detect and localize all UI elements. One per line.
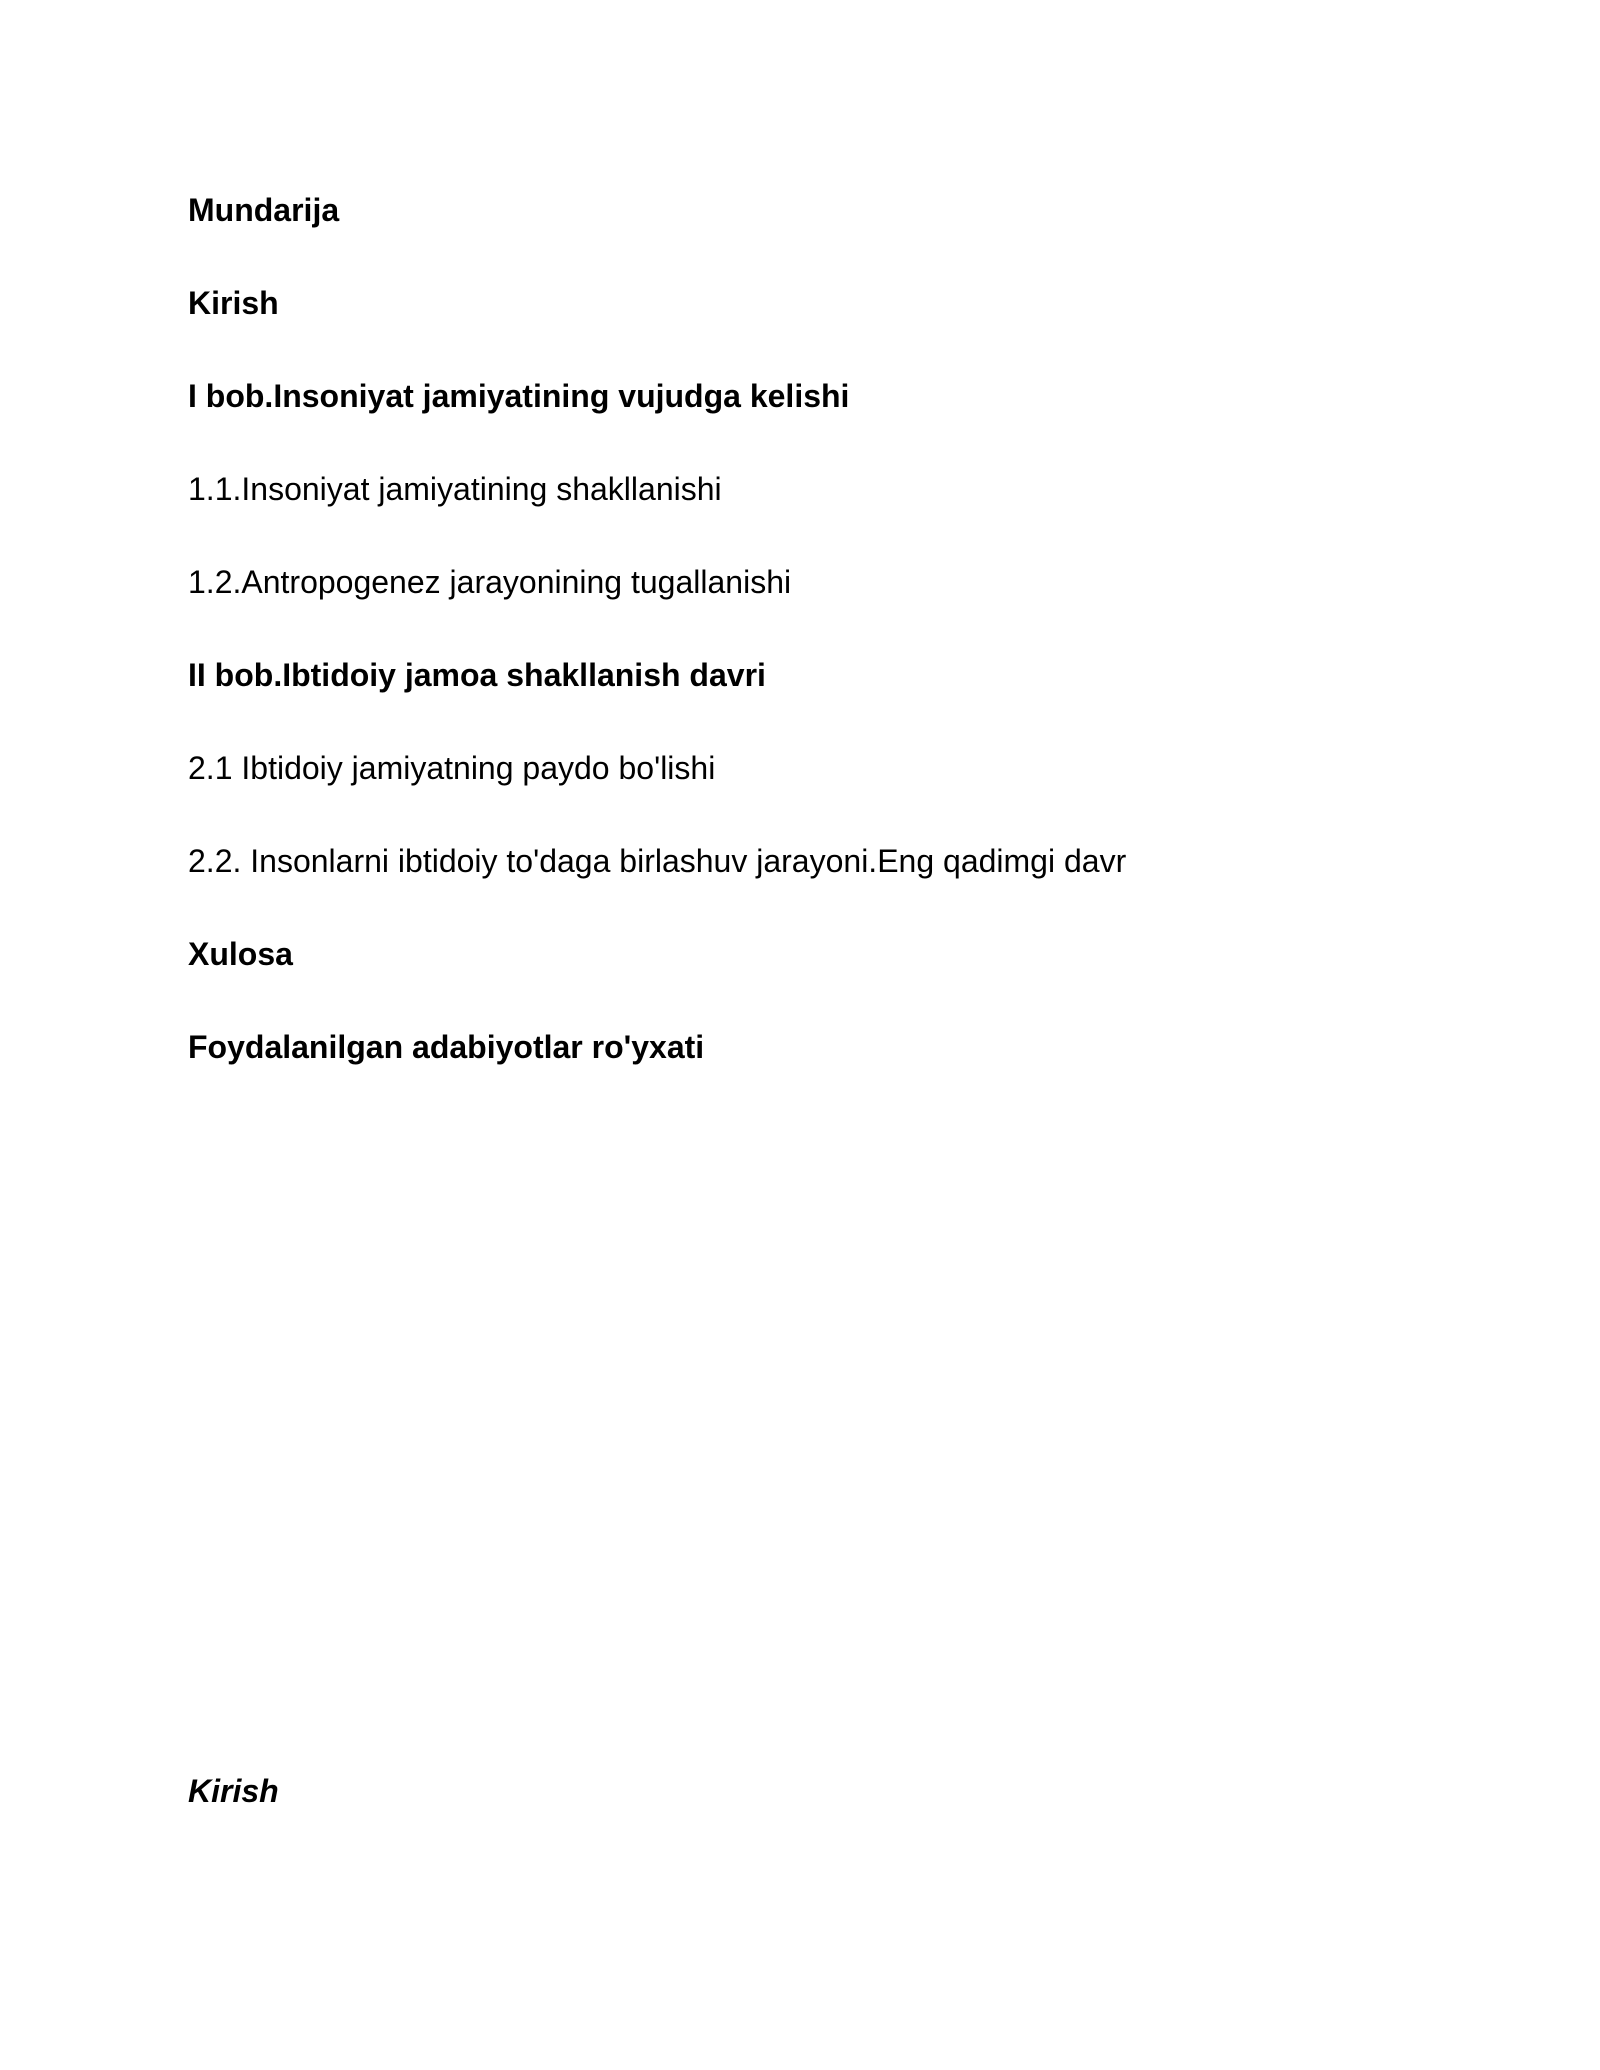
toc-item-section-2-1: 2.1 Ibtidoiy jamiyatning paydo bo'lishi xyxy=(188,750,716,786)
toc-item-kirish: Kirish xyxy=(188,285,279,321)
toc-item-section-2-2: 2.2. Insonlarni ibtidoiy to'daga birlashuv jarayoni.Eng qadimgi davr xyxy=(188,843,1127,879)
toc-item-section-1-1: 1.1.Insoniyat jamiyatining shakllanishi xyxy=(188,471,722,507)
toc-item-section-1-2: 1.2.Antropogenez jarayonining tugallanishi xyxy=(188,564,792,600)
toc-item-chapter-1: I bob.Insoniyat jamiyatining vujudga kelishi xyxy=(188,378,850,414)
toc-item-references: Foydalanilgan adabiyotlar ro'yxati xyxy=(188,1029,705,1065)
toc-item-chapter-2: II bob.Ibtidoiy jamoa shakllanish davri xyxy=(188,657,766,693)
section-heading-kirish: Kirish xyxy=(188,1773,279,1809)
toc-title: Mundarija xyxy=(188,192,340,228)
toc-item-xulosa: Xulosa xyxy=(188,936,293,972)
